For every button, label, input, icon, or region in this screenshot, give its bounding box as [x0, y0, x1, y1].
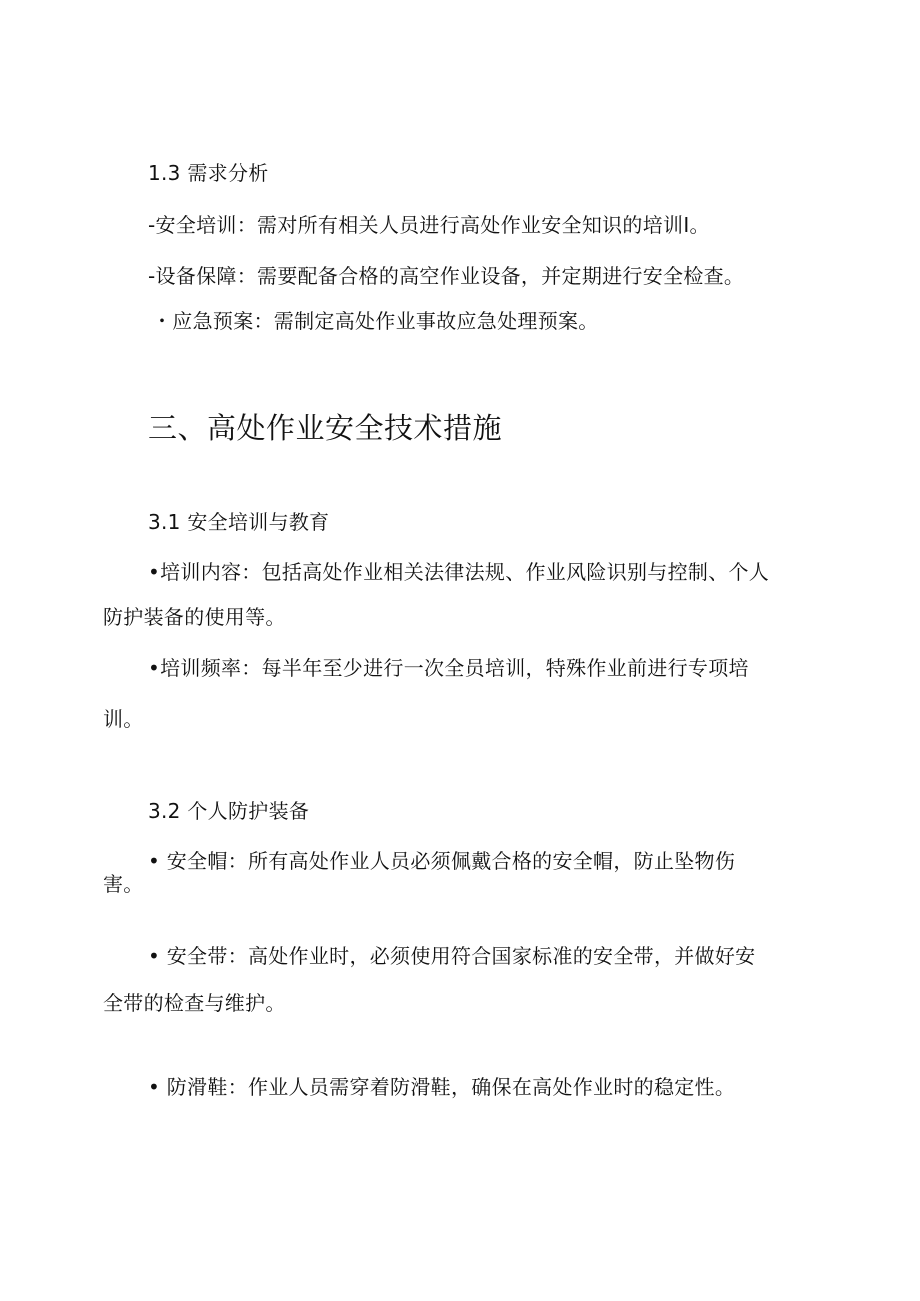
requirement-safety-training: -安全培训：需对所有相关人员进行高处作业安全知识的培训I。	[148, 213, 710, 237]
helmet-line1: • 安全帽：所有高处作业人员必须佩戴合格的安全帽，防止坠物伤	[148, 849, 736, 873]
nonslip-shoes-line: • 防滑鞋：作业人员需穿着防滑鞋，确保在高处作业时的稳定性。	[148, 1075, 736, 1099]
section-3-2-title: 3.2 个人防护装备	[148, 799, 310, 823]
harness-line2: 全带的检查与维护。	[103, 991, 286, 1015]
requirement-equipment: -设备保障：需要配备合格的高空作业设备，并定期进行安全检查。	[148, 264, 745, 288]
training-frequency-line1: •培训频率：每半年至少进行一次全员培训，特殊作业前进行专项培	[148, 656, 749, 680]
requirement-emergency-plan: ・应急预案：需制定高处作业事故应急处理预案。	[152, 309, 599, 333]
harness-line1: • 安全带：高处作业时，必须使用符合国家标准的安全带，并做好安	[148, 944, 756, 968]
section-1-3-title: 1.3 需求分析	[148, 161, 269, 185]
training-content-line2: 防护装备的使用等。	[103, 605, 286, 629]
helmet-line2: 害。	[103, 872, 144, 896]
section-3-1-title: 3.1 安全培训与教育	[148, 510, 330, 534]
training-content-line1: •培训内容：包括高处作业相关法律法规、作业风险识别与控制、个人	[148, 560, 770, 584]
training-frequency-line2: 训。	[103, 707, 144, 731]
chapter-3-heading: 三、高处作业安全技术措施	[148, 411, 503, 445]
